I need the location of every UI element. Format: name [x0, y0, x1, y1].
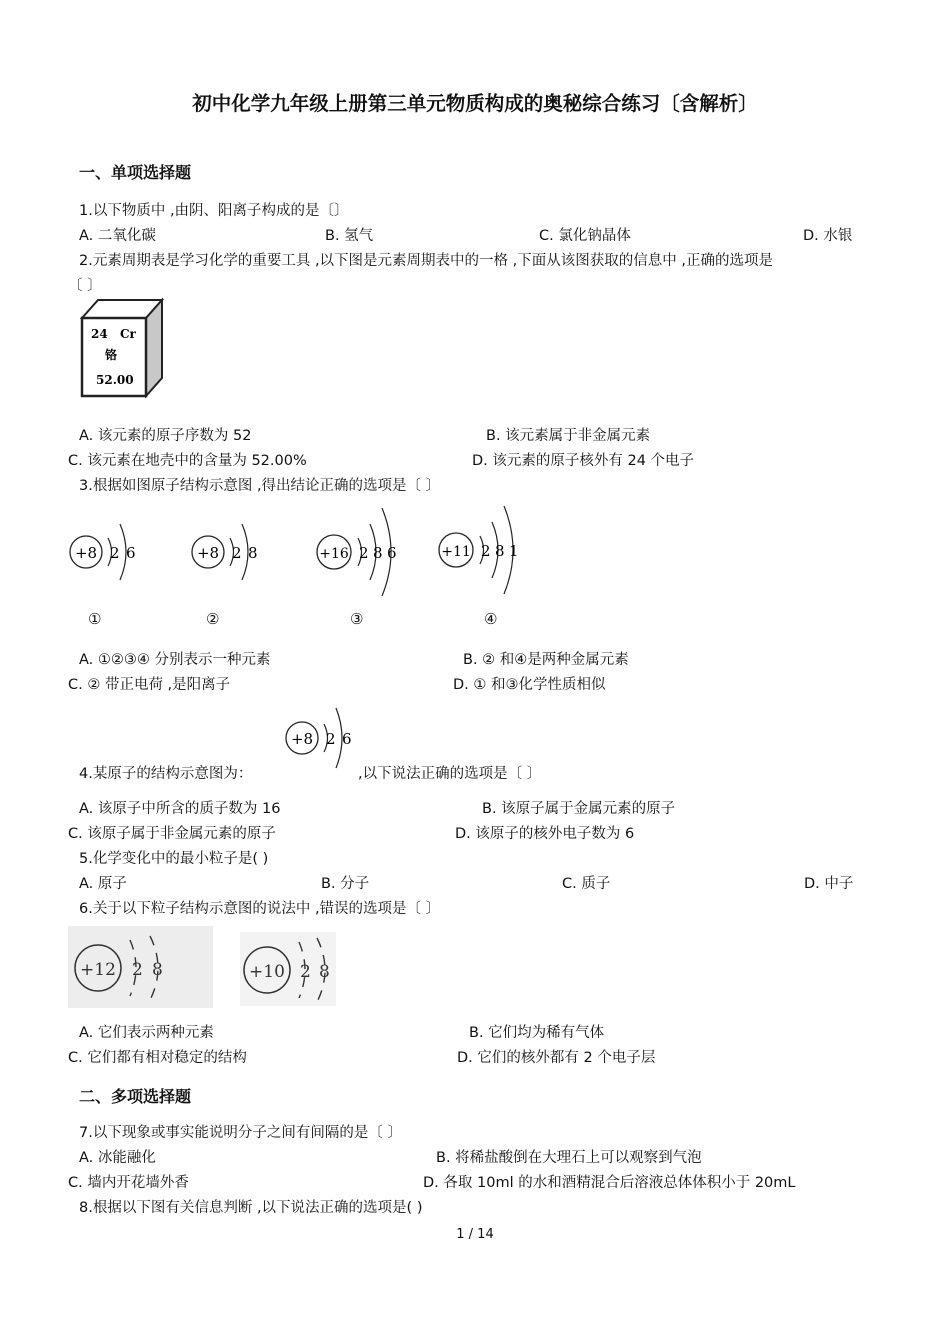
atom-3-shell-3: 6	[387, 544, 397, 562]
question-2-option-d: D. 该元素的原子核外有 24 个电子	[472, 453, 695, 469]
question-4-option-b: B. 该原子属于金属元素的原子	[482, 801, 676, 817]
atom-diagram-q4	[282, 692, 362, 784]
atom-q4-shell-1: 2	[326, 730, 336, 748]
atom-2-label: ②	[206, 610, 220, 628]
atom-3-shell-1: 2	[359, 544, 369, 562]
question-1-option-b: B. 氢气	[325, 228, 374, 244]
question-5-stem: 5.化学变化中的最小粒子是( )	[79, 851, 269, 867]
page-title: 初中化学九年级上册第三单元物质构成的奥秘综合练习〔含解析〕	[192, 92, 758, 115]
question-5-option-c: C. 质子	[562, 876, 611, 892]
question-2-stem-bracket: 〔 〕	[68, 278, 102, 294]
question-2-option-b: B. 该元素属于非金属元素	[486, 428, 651, 444]
element-name: 铬	[105, 348, 118, 362]
particle-1-shell-1: 2	[132, 960, 143, 980]
question-7-option-b: B. 将稀盐酸倒在大理石上可以观察到气泡	[436, 1150, 702, 1166]
atom-1-nucleus: +8	[74, 544, 98, 562]
particle-1-nucleus: +12	[80, 960, 116, 980]
question-8-stem: 8.根据以下图有关信息判断 ,以下说法正确的选项是( )	[79, 1200, 423, 1216]
atom-2-nucleus: +8	[196, 544, 220, 562]
atom-2-shell-2: 8	[248, 544, 258, 562]
question-3-option-b: B. ② 和④是两种金属元素	[463, 652, 629, 668]
question-4-stem: 4.某原子的结构示意图为：	[79, 766, 253, 782]
atom-q4-nucleus: +8	[290, 730, 314, 748]
atom-q4-shell-2: 6	[342, 730, 352, 748]
question-3-stem: 3.根据如图原子结构示意图 ,得出结论正确的选项是〔 〕	[79, 478, 441, 494]
atom-4-shell-2: 8	[495, 542, 505, 560]
question-4-option-d: D. 该原子的核外电子数为 6	[455, 826, 635, 842]
question-6-stem: 6.关于以下粒子结构示意图的说法中 ,错误的选项是〔 〕	[79, 901, 441, 917]
question-7-stem: 7.以下现象或事实能说明分子之间有间隔的是〔 〕	[79, 1125, 402, 1141]
element-number: 24	[91, 327, 108, 341]
particle-2-shell-2: 8	[319, 962, 330, 982]
question-3-option-a: A. ①②③④ 分别表示一种元素	[79, 652, 271, 668]
question-6-option-c: C. 它们都有相对稳定的结构	[68, 1050, 247, 1066]
element-symbol: Cr	[120, 327, 136, 341]
question-2-option-c: C. 该元素在地壳中的含量为 52.00%	[68, 453, 307, 469]
question-2-stem: 2.元素周期表是学习化学的重要工具 ,以下图是元素周期表中的一格 ,下面从该图获取的信息中 ,正确的选项是	[79, 253, 773, 269]
atom-1-shell-2: 6	[126, 544, 136, 562]
particle-2-nucleus: +10	[249, 962, 285, 982]
atom-diagram-3	[312, 496, 412, 608]
atom-diagram-4	[434, 494, 534, 606]
question-1-stem: 1.以下物质中 ,由阴、阳离子构成的是〔〕	[79, 203, 349, 219]
section-heading-multiple-choice: 二、多项选择题	[79, 1087, 192, 1106]
question-7-option-c: C. 墙内开花墙外香	[68, 1175, 189, 1191]
atom-4-label: ④	[484, 610, 498, 628]
question-7-option-a: A. 冰能融化	[79, 1150, 156, 1166]
question-1-option-a: A. 二氧化碳	[79, 228, 156, 244]
section-heading-single-choice: 一、单项选择题	[79, 163, 192, 182]
question-3-option-c: C. ② 带正电荷 ,是阳离子	[68, 677, 231, 693]
atom-3-shell-2: 8	[373, 544, 383, 562]
question-4-stem-after: ,以下说法正确的选项是〔 〕	[358, 766, 542, 782]
question-3-option-d: D. ① 和③化学性质相似	[453, 677, 606, 693]
element-cell-figure	[78, 296, 168, 402]
atom-4-nucleus: +11	[441, 544, 471, 560]
question-4-option-a: A. 该原子中所含的质子数为 16	[79, 801, 281, 817]
page-number: 1 / 14	[456, 1227, 494, 1242]
question-1-option-c: C. 氯化钠晶体	[539, 228, 631, 244]
atom-2-shell-1: 2	[232, 544, 242, 562]
particle-diagrams-q6	[68, 926, 338, 1008]
atom-diagram-2	[188, 502, 268, 602]
question-5-option-d: D. 中子	[804, 876, 854, 892]
question-1-option-d: D. 水银	[803, 228, 853, 244]
question-4-option-c: C. 该原子属于非金属元素的原子	[68, 826, 276, 842]
question-5-option-b: B. 分子	[321, 876, 370, 892]
element-mass: 52.00	[96, 373, 134, 387]
question-6-option-d: D. 它们的核外都有 2 个电子层	[457, 1050, 656, 1066]
atom-3-nucleus: +16	[319, 546, 349, 562]
question-6-option-a: A. 它们表示两种元素	[79, 1025, 214, 1041]
question-5-option-a: A. 原子	[79, 876, 127, 892]
question-2-option-a: A. 该元素的原子序数为 52	[79, 428, 252, 444]
question-7-option-d: D. 各取 10ml 的水和酒精混合后溶液总体体积小于 20mL	[423, 1175, 796, 1191]
atom-1-label: ①	[88, 610, 102, 628]
atom-3-label: ③	[350, 610, 364, 628]
atom-4-shell-3: 1	[509, 542, 519, 560]
atom-diagram-1	[66, 502, 146, 602]
particle-2-shell-1: 2	[300, 962, 311, 982]
particle-1-shell-2: 8	[152, 960, 163, 980]
atom-1-shell-1: 2	[110, 544, 120, 562]
question-6-option-b: B. 它们均为稀有气体	[469, 1025, 605, 1041]
atom-4-shell-1: 2	[481, 542, 491, 560]
